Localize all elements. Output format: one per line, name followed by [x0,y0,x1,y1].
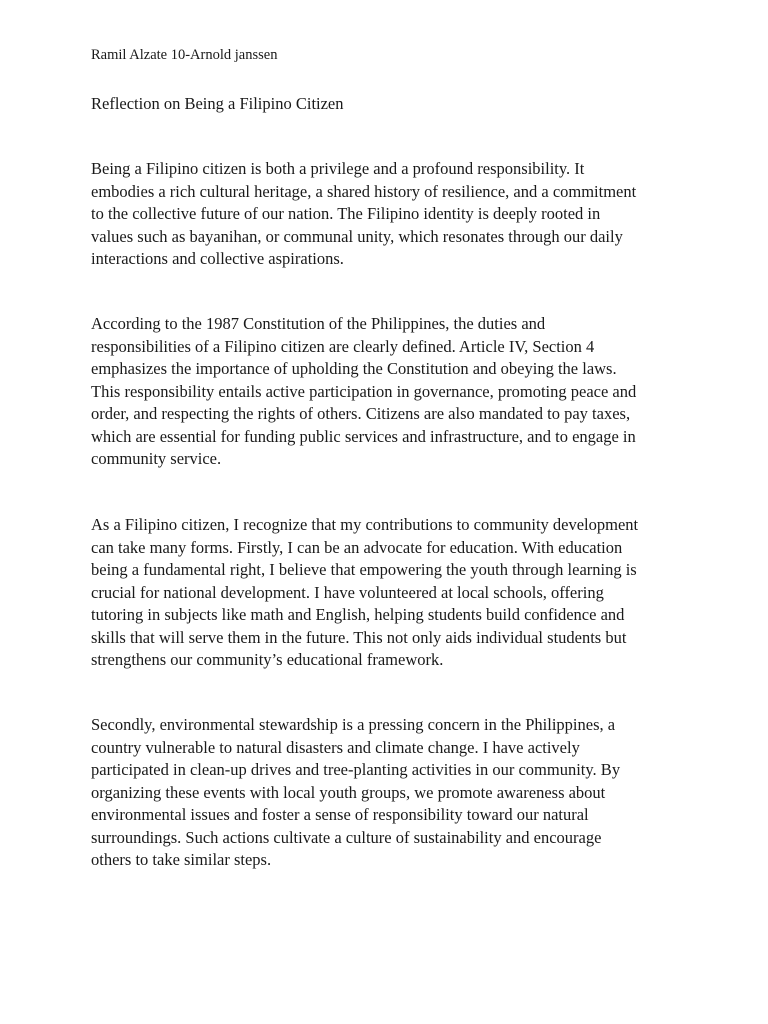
paragraph-3 [91,514,691,672]
paragraph-line: country vulnerable to natural disasters and climate change. I have actively [91,737,580,757]
paragraph-line: responsibilities of a Filipino citizen are clearly defined. Article IV, Section 4 [91,336,595,356]
paragraph-line: As a Filipino citizen, I recognize that my contributions to community development [91,515,639,534]
paragraph-line: strengthens our community’s educational framework. [91,650,444,669]
paragraph-line: being a fundamental right, I believe that empowering the youth through learning is [91,560,637,579]
author-header: Ramil Alzate 10-Arnold janssen [91,47,278,63]
paragraph-line: embodies a rich cultural heritage, a shared history of resilience, and a commitment [91,181,637,201]
paragraph-line: crucial for national development. I have volunteered at local schools, offering [91,582,604,602]
paragraph-line: to the collective future of our nation. The Filipino identity is deeply rooted in [91,204,601,223]
paragraph-line: tutoring in subjects like math and English, helping students build confidence and [91,605,625,624]
paragraph-line: interactions and collective aspirations. [91,249,344,268]
paragraph-line: environmental issues and foster a sense of responsibility toward our natural [91,805,589,824]
paragraph-line: which are essential for funding public services and infrastructure, and to engage in [91,426,636,446]
paragraph-line: order, and respecting the rights of others. Citizens are also mandated to pay taxes, [91,404,631,423]
paragraph-line: organizing these events with local youth groups, we promote awareness about [91,782,606,802]
paragraph-line: This responsibility entails active participation in governance, promoting peace and [91,381,637,401]
paragraph-4 [91,714,691,872]
paragraph-line: Being a Filipino citizen is both a privilege and a profound responsibility. It [91,159,585,178]
paragraph-line: skills that will serve them in the future. This not only aids individual students but [91,627,627,647]
paragraph-line: Secondly, environmental stewardship is a pressing concern in the Philippines, a [91,715,616,734]
paragraph-2 [91,313,691,471]
paragraph-line: emphasizes the importance of upholding the Constitution and obeying the laws. [91,359,617,378]
paragraph-line: participated in clean-up drives and tree-planting activities in our community. By [91,760,621,779]
page-title: Reflection on Being a Filipino Citizen [91,94,344,113]
paragraph-line: values such as bayanihan, or communal unity, which resonates through our daily [91,226,623,246]
paragraph-line: According to the 1987 Constitution of the Philippines, the duties and [91,314,546,333]
paragraph-1 [91,158,691,271]
paragraph-line: others to take similar steps. [91,850,272,869]
paragraph-line: community service. [91,449,222,468]
paragraph-line: can take many forms. Firstly, I can be an advocate for education. With education [91,537,623,557]
paragraph-line: surroundings. Such actions cultivate a culture of sustainability and encourage [91,827,602,847]
